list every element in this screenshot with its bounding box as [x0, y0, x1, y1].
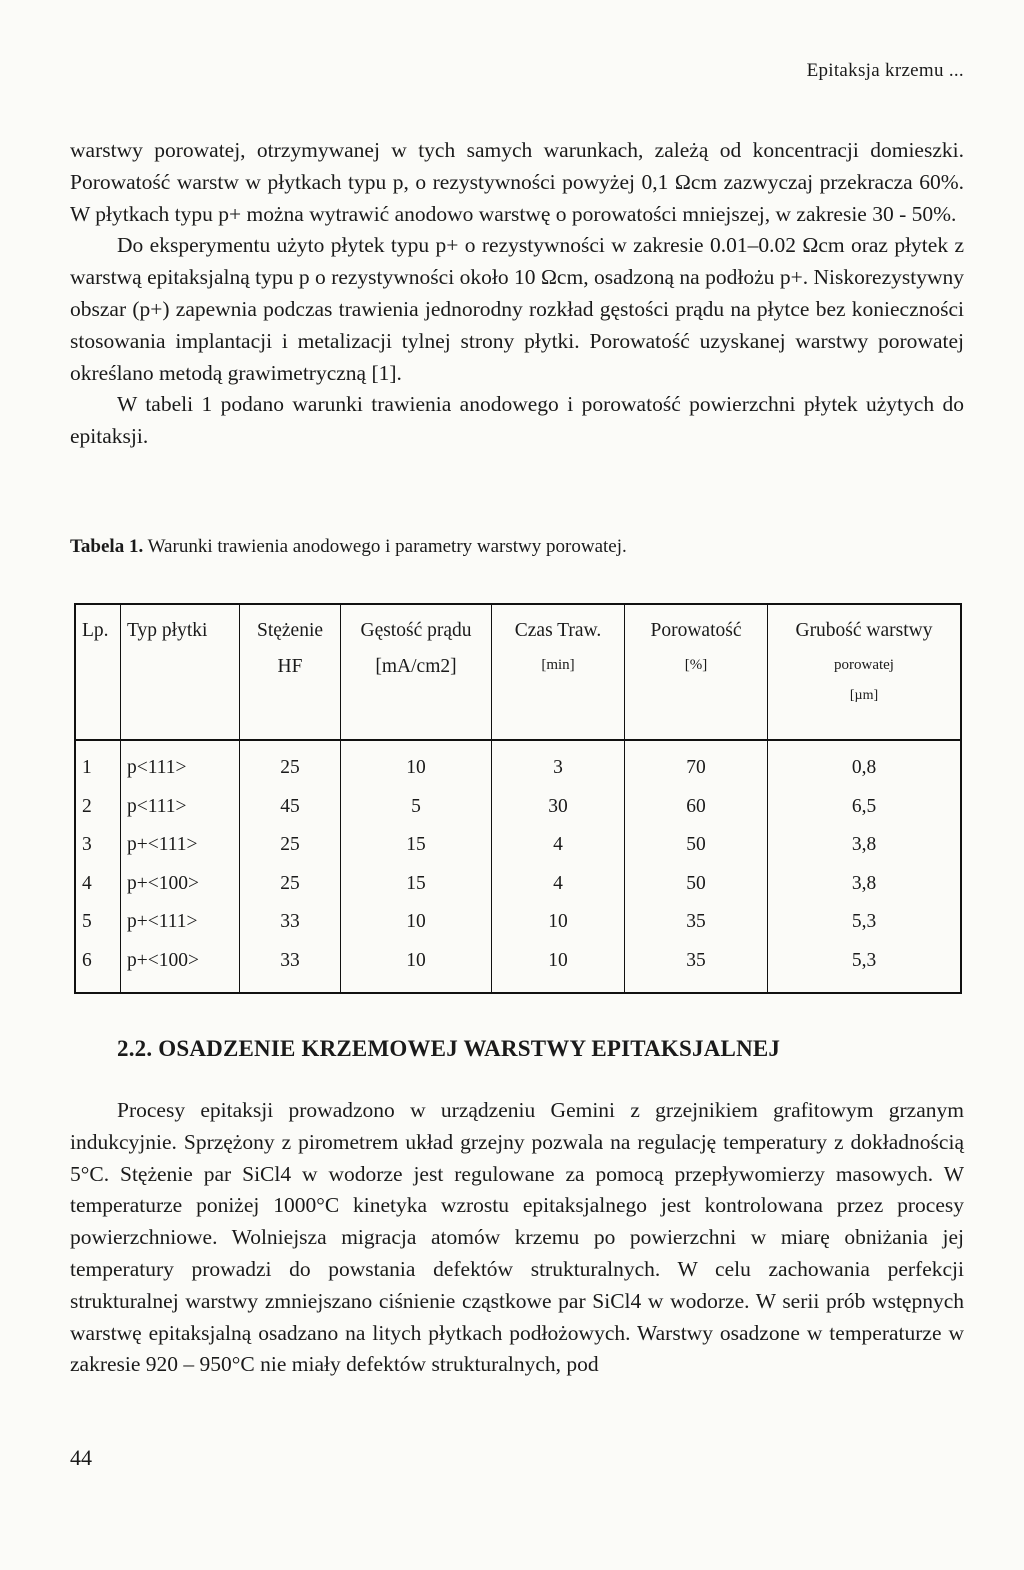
table-cell: 4 — [492, 865, 625, 904]
table-cell: 10 — [492, 903, 625, 942]
paragraph: warstwy porowatej, otrzymywanej w tych samych warunkach, zależą od koncentracji domieszki. Porowatość warstw w płytkach typu p, o rezystywności powyżej 0,1 Ωcm zazwyczaj przekracza 60%. W płytkach typu p+ można wytrawić anodowo warstwę o porowatości mniejszej, w zakresie 30 - 50%. — [70, 138, 964, 226]
table-cell: 10 — [341, 740, 492, 788]
column-header: Gęstość prądu [mA/cm2] — [341, 604, 492, 740]
table-cell: 25 — [240, 865, 341, 904]
table-cell: 3,8 — [851, 834, 877, 856]
table-row — [75, 903, 961, 942]
table-row — [75, 740, 961, 788]
paragraph: W tabeli 1 podano warunki trawienia anodowego i porowatość powierzchni płytek użytych do epitaksji. — [70, 392, 964, 449]
table-cell: 5 — [341, 788, 492, 827]
table-cell: 4 — [492, 826, 625, 865]
table-cell: 0,8 — [851, 757, 877, 779]
table-cell: 50 — [625, 826, 768, 865]
table-cell: 3 — [75, 826, 121, 865]
table-cell: 6,5 — [851, 795, 877, 817]
table-cell: p<111> — [121, 788, 240, 827]
table-cell: 10 — [341, 903, 492, 942]
table-row — [75, 865, 961, 904]
table-caption-text: Warunki trawienia anodowego i parametry warstwy porowatej. — [147, 536, 627, 557]
document-page — [70, 0, 964, 1570]
table-row — [75, 826, 961, 865]
column-header: Grubość warstwy porowatej [µm] — [768, 604, 962, 740]
table-cell: 30 — [492, 788, 625, 827]
table-cell: 33 — [240, 942, 341, 994]
table-cell: p+<100> — [121, 865, 240, 904]
table-cell: 33 — [240, 903, 341, 942]
column-header: Typ płytki — [121, 604, 240, 740]
table-cell: 35 — [625, 903, 768, 942]
table-cell: 45 — [240, 788, 341, 827]
table-caption-label: Tabela 1. — [70, 536, 144, 557]
table-cell: p+<100> — [121, 942, 240, 994]
table-cell: 5,3 — [851, 949, 877, 971]
table-cell: 5,3 — [851, 911, 877, 933]
table-cell: 2 — [75, 788, 121, 827]
table-cell: 50 — [625, 865, 768, 904]
paragraph: Do eksperymentu użyto płytek typu p+ o rezystywności w zakresie 0.01–0.02 Ωcm oraz płytek z warstwą epitaksjalną typu p o rezystywności około 10 Ωcm, osadzoną na podłożu p+. Niskorezystywny obszar (p+) zapewnia podczas trawienia jednorodny rozkład gęstości prądu na płytce bez konieczności stosowania implantacji i metalizacji tylnej strony płytki. Porowatość uzyskanej warstwy porowatej określano metodą grawimetryczną [1]. — [70, 233, 964, 385]
table-cell: 10 — [492, 942, 625, 994]
column-header: Lp. — [75, 604, 121, 740]
table-cell: 35 — [625, 942, 768, 994]
table-cell: 25 — [240, 740, 341, 788]
table-cell: p<111> — [121, 740, 240, 788]
table-header-row — [75, 604, 961, 740]
page-number: 44 — [70, 1445, 92, 1470]
table-cell: 25 — [240, 826, 341, 865]
table-row — [75, 942, 961, 994]
table-cell: 15 — [341, 865, 492, 904]
column-header: Porowatość [%] — [625, 604, 768, 740]
table-cell: 60 — [625, 788, 768, 827]
table-cell: 3,8 — [851, 872, 877, 894]
table-caption — [70, 536, 627, 558]
table-cell: 3 — [492, 740, 625, 788]
table-cell: 15 — [341, 826, 492, 865]
table-cell: 10 — [341, 942, 492, 994]
section-heading: 2.2. OSADZENIE KRZEMOWEJ WARSTWY EPITAKSJALNEJ — [117, 1036, 781, 1061]
table-cell: p+<111> — [121, 826, 240, 865]
table-cell: 5 — [75, 903, 121, 942]
running-header: Epitaksja krzemu ... — [806, 60, 964, 81]
table-cell: 1 — [75, 740, 121, 788]
data-table — [74, 603, 962, 994]
section-text — [70, 1095, 964, 1381]
table-cell: p+<111> — [121, 903, 240, 942]
intro-text — [70, 135, 964, 453]
table-cell: 6 — [75, 942, 121, 994]
table-cell: 70 — [625, 740, 768, 788]
column-header: Stężenie HF — [240, 604, 341, 740]
paragraph: Procesy epitaksji prowadzono w urządzeniu Gemini z grzejnikiem grafitowym grzanym indukcyjnie. Sprzężony z pirometrem układ grzejny pozwala na regulację temperatury z dokładnością 5°C. Stężenie par SiCl4 w wodorze jest regulowane za pomocą przepływomierzy masowych. W temperaturze poniżej 1000°C kinetyka wzrostu epitaksjalnego jest kontrolowana przez procesy powierzchniowe. Wolniejsza migracja atomów krzemu po powierzchni w miarę obniżania jej temperatury prowadzi do powstania defektów strukturalnych. W celu zachowania perfekcji strukturalnej warstwy zmniejszano ciśnienie cząstkowe par SiCl4 w wodorze. W serii prób wstępnych warstwę epitaksjalną osadzano na litych płytkach podłożowych. Warstwy osadzone w temperaturze w zakresie 920 – 950°C nie miały defektów strukturalnych, pod — [70, 1098, 964, 1377]
table-cell: 4 — [75, 865, 121, 904]
column-header: Czas Traw. [min] — [492, 604, 625, 740]
table-row — [75, 788, 961, 827]
